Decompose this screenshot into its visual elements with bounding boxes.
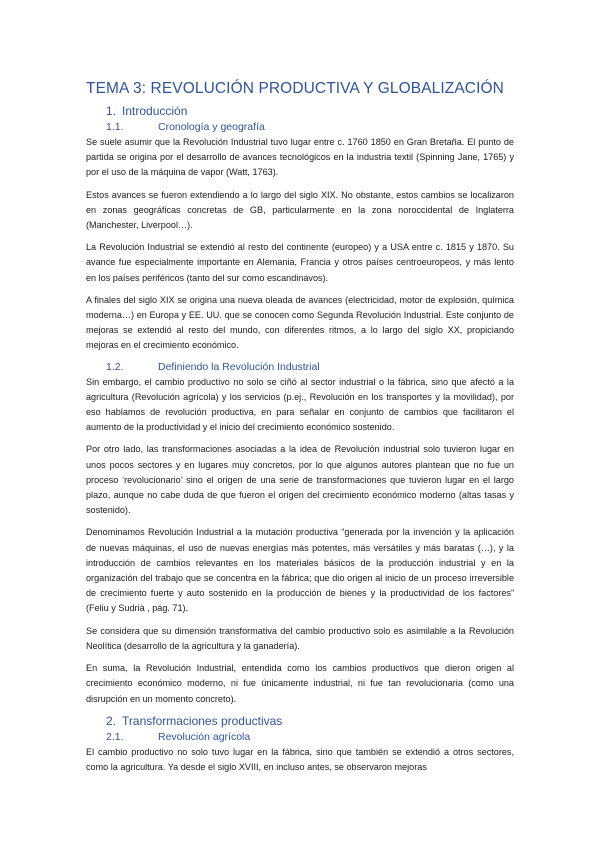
paragraph: Estos avances se fueron extendiendo a lo largo del siglo XIX. No obstante, estos cambios se localizaron en zonas geográficas concretas de GB, particularmente en la zona noroccidental de Inglaterra (Manchester, Liverpool…).	[86, 189, 514, 231]
paragraph: Denominamos Revolución Industrial a la mutación productiva “generada por la invención y la aplicación de nuevas máquinas, el uso de nuevas energías más potentes, más versátiles y más baratas (…), y la introducción de cambios relevantes en los materiales básicos de la producción industrial y en la organización del trabajo que se concentra en la fábrica; que dio origen al inicio de un proceso irreversible de crecimiento fuerte y auto sostenido en la producción de bienes y la productividad de los factores” (Feliu y Sudrià , pág. 71).	[86, 527, 514, 614]
paragraph: Sin embargo, el cambio productivo no solo se ciñó al sector industrial o la fábrica, sino que afectó a la agricultura (Revolución agrícola) y los servicios (p.ej., Revolución en los transportes y la movilidad), por eso hablamos de revolución productiva, en para señalar en conjunto de cambios que facilitaron el aumento de la productividad y el inicio del crecimiento económico sostenido.	[86, 376, 514, 433]
paragraph: Se suele asumir que la Revolución Industrial tuvo lugar entre c. 1760 1850 en Gran Bretaña. El punto de partida se origina por el desarrollo de avances tecnológicos en la industria textil (Spinning Jane, 1765) y por el uso de la máquina de vapor (Watt, 1763).	[86, 137, 514, 178]
paragraph: En suma, la Revolución Industrial, entendida como los cambios productivos que dieron origen al crecimiento económico moderno, ni fue únicamente industrial, ni fue tan revolucionaria (como una disrupción en un momento concreto).	[86, 663, 514, 704]
subsection-label: Revolución agrícola	[158, 730, 251, 743]
section-number: 1.	[106, 104, 117, 118]
section-label: Introducción	[122, 104, 188, 118]
subsection-number: 1.1.	[106, 121, 124, 133]
subsection-heading-revolucion-agricola	[106, 731, 514, 743]
section-heading-transformaciones	[106, 714, 514, 728]
subsection-heading-cronologia	[106, 121, 514, 133]
subsection-number: 1.2.	[106, 360, 124, 373]
paragraph: La Revolución Industrial se extendió al resto del continente (europeo) y a USA entre c. 1815 y 1870. Su avance fue especialmente importante en Alemania, Francia y otros países centroeuropeos, y más lento en los países periféricos (tanto del sur como escandinavos).	[86, 242, 514, 283]
section-number: 2.	[106, 713, 117, 728]
paragraph: Por otro lado, las transformaciones asociadas a la idea de Revolución industrial solo tuvieron lugar en unos pocos sectores y en lugares muy concretos, por lo que algunos autores plantean que no fue un proceso ‘revolucionario’ sino el origen de una serie de transformaciones que tuvieron lugar en el largo plazo, aunque no cabe duda de que fueron el origen del crecimiento económico moderno (altas tasas y sostenido).	[86, 444, 514, 516]
section-label: Transformaciones productivas	[122, 713, 283, 728]
paragraph: A finales del siglo XIX se origina una nueva oleada de avances (electricidad, motor de explosión, química moderna…) en Europa y EE. UU. que se conocen como Segunda Revolución Industrial. Este conjunto de mejoras se extendió al resto del mundo, con diferentes ritmos, a lo largo del siglo XX, propiciando mejoras en el crecimiento económico.	[86, 294, 514, 351]
paragraph: Se considera que su dimensión transformativa del cambio productivo solo es asimilable a la Revolución Neolítica (desarrollo de la agricultura y la ganadería).	[86, 625, 514, 651]
section-heading-introduccion	[106, 104, 514, 118]
subsection-number: 2.1.	[106, 730, 124, 743]
subsection-heading-definiendo	[106, 361, 514, 373]
subsection-label: Definiendo la Revolución Industrial	[158, 360, 320, 373]
page-title: TEMA 3: REVOLUCIÓN PRODUCTIVA Y GLOBALIZACIÓN	[86, 80, 504, 97]
subsection-label: Cronología y geografía	[158, 121, 265, 133]
paragraph: El cambio productivo no solo tuvo lugar en la fábrica, sino que también se extendió a otros sectores, como la agricultura. Ya desde el siglo XVIII, en incluso antes, se observaron mejoras	[86, 746, 514, 772]
